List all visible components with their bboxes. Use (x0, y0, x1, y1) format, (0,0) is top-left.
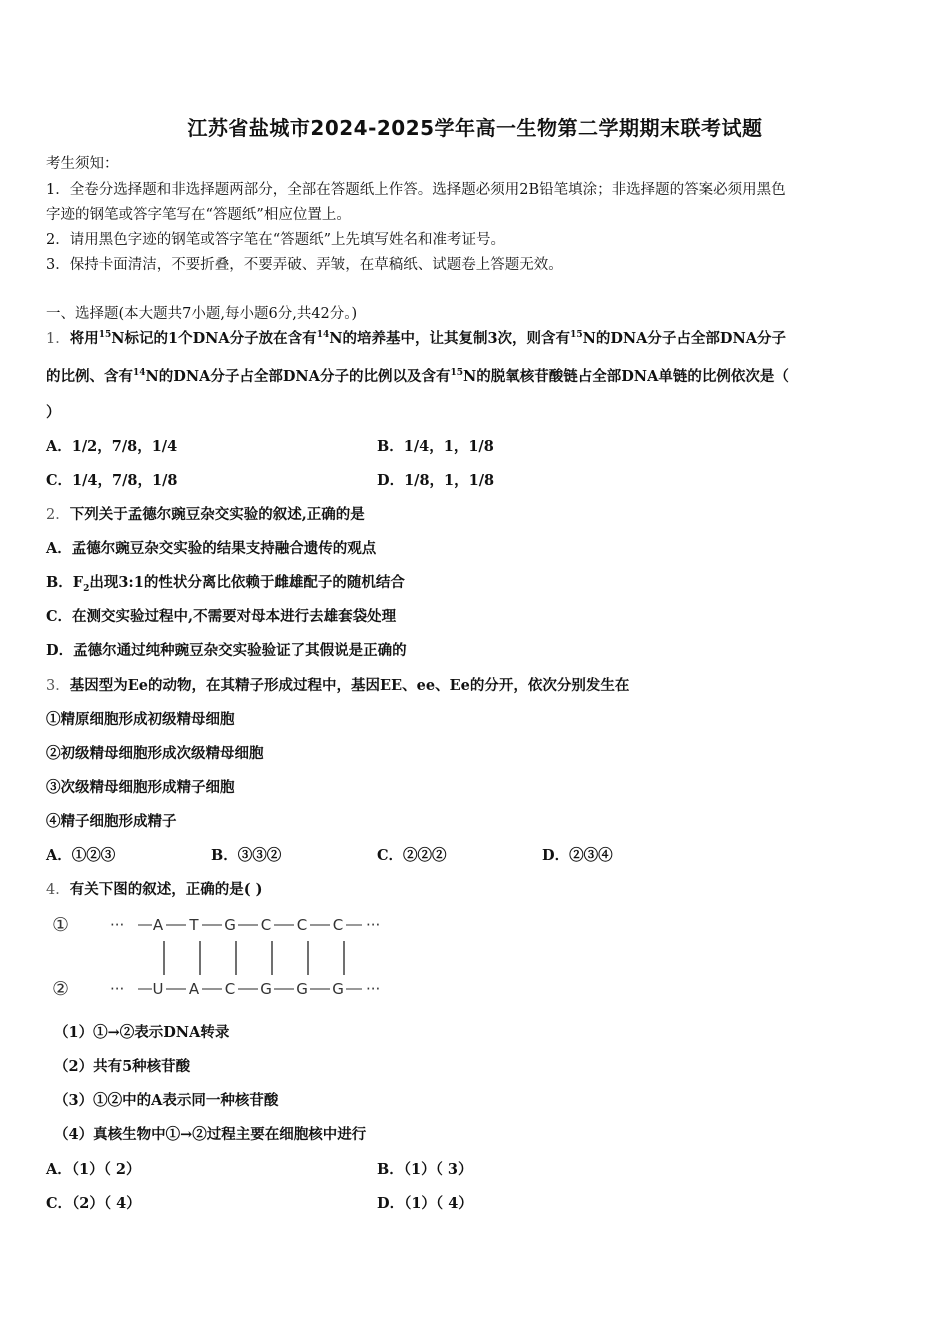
q3-option-b: B．③③② (211, 847, 282, 864)
strand-1-base: C (332, 916, 344, 934)
q4-statement-4: （4）真核生物中①→②过程主要在细胞核中进行 (54, 1126, 367, 1143)
strand-1-base: G (224, 916, 236, 934)
sup-15: 15 (570, 330, 583, 341)
strand-1-label: ① (52, 914, 70, 936)
q2-option-d: D．孟德尔通过纯种豌豆杂交实验验证了其假说是正确的 (46, 642, 407, 659)
q2-text: 下列关于孟德尔豌豆杂交实验的叙述,正确的是 (69, 506, 365, 523)
q1-text: N的DNA分子占全部DNA分子的比例以及含有 (145, 368, 451, 385)
sup-14: 14 (133, 368, 146, 379)
strand-1 (110, 916, 380, 934)
strand-2-base: U (152, 980, 164, 998)
q1-text: N标记的1个DNA分子放在含有 (111, 330, 317, 347)
q3-text: 基因型为Ee的动物，在其精子形成过程中，基因EE、ee、Ee的分开，依次分别发生在 (69, 677, 630, 694)
strand-2-base: G (332, 980, 344, 998)
page-title: 江苏省盐城市2024-2025学年高一生物第二学期期末联考试题 (187, 116, 763, 140)
notice-item-1-cont: 字迹的钢笔或答字笔写在“答题纸”相应位置上。 (46, 207, 351, 223)
q4-text: 有关下图的叙述，正确的是( ) (69, 881, 263, 898)
q1-line-3: ） (46, 404, 61, 421)
q2-option-b-text: B．F (46, 574, 84, 591)
q4-statement-3: （3）①②中的A表示同一种核苷酸 (54, 1092, 279, 1109)
sup-14: 14 (316, 330, 330, 341)
q4-option-a: A．（1）（ 2） (46, 1161, 141, 1178)
strand-1-base: C (260, 916, 272, 934)
q3-stem (46, 674, 629, 695)
sup-15: 15 (98, 330, 112, 341)
q4-option-c: C．（2）（ 4） (46, 1195, 141, 1212)
strand-1-dots-right: ··· (366, 916, 381, 934)
strand-2-base: C (224, 980, 236, 998)
q1-text: N的培养基中，让其复制3次，则含有 (329, 330, 571, 347)
q4-option-d: D．（1）（ 4） (377, 1195, 473, 1212)
notice-item-1: 1．全卷分选择题和非选择题两部分，全部在答题纸上作答。选择题必须用2B铅笔填涂；非选择题的答案必须用黑色 (46, 182, 786, 198)
q1-option-b: B．1/4，1，1/8 (377, 438, 494, 455)
q1-text: N的脱氧核苷酸链占全部DNA单链的比例依次是（ (462, 368, 789, 385)
q2-number: 2． (46, 507, 70, 523)
q4-statement-1: （1）①→②表示DNA转录 (54, 1024, 230, 1041)
q3-option-c: C．②②② (377, 847, 447, 864)
strand-2-dots-right: ··· (366, 980, 381, 998)
strand-1-base: A (152, 916, 164, 934)
q1-option-c: C．1/4，7/8，1/8 (46, 472, 178, 489)
q1-text: 将用 (69, 330, 99, 347)
sup-15: 15 (450, 368, 463, 379)
q1-number: 1． (46, 331, 70, 347)
q4-statement-2: （2）共有5种核苷酸 (54, 1058, 191, 1075)
strand-1-base: T (189, 916, 199, 934)
notice-item-3: 3．保持卡面清洁，不要折叠，不要弄破、弄皱，在草稿纸、试题卷上答题无效。 (46, 257, 563, 273)
q3-option-a: A．①②③ (46, 847, 116, 864)
base-pairing-figure (46, 905, 426, 1010)
q3-item-2: ②初级精母细胞形成次级精母细胞 (46, 745, 264, 762)
q1-line-1 (46, 327, 786, 348)
q4-stem (46, 878, 263, 899)
q1-option-d: D．1/8，1，1/8 (377, 472, 495, 489)
q1-option-a: A．1/2，7/8，1/4 (46, 438, 178, 455)
sub-2: 2 (83, 583, 90, 594)
section-heading: 一、选择题(本大题共7小题,每小题6分,共42分。) (46, 306, 358, 322)
q1-text: N的DNA分子占全部DNA分子 (582, 330, 787, 347)
strand-2-dots-left: ··· (110, 980, 125, 998)
q2-option-c: C．在测交实验过程中,不需要对母本进行去雄套袋处理 (46, 608, 397, 625)
strand-2-label: ② (52, 978, 70, 1000)
q1-text: 的比例、含有 (46, 368, 133, 385)
q3-item-4: ④精子细胞形成精子 (46, 813, 177, 830)
q4-option-b: B．（1）（ 3） (377, 1161, 473, 1178)
q2-option-a: A．孟德尔豌豆杂交实验的结果支持融合遗传的观点 (46, 540, 377, 557)
q2-option-b (46, 571, 405, 592)
strand-1-dots-left: ··· (110, 916, 125, 934)
q3-number: 3． (46, 678, 70, 694)
base-pair-bonds (164, 941, 344, 975)
strand-1-base: C (296, 916, 308, 934)
q2-option-b-text: 出现3:1的性状分离比依赖于雌雄配子的随机结合 (89, 574, 405, 591)
notice-heading: 考生须知： (46, 156, 119, 172)
q2-stem (46, 503, 365, 524)
q3-item-1: ①精原细胞形成初级精母细胞 (46, 711, 235, 728)
strand-2-base: A (188, 980, 200, 998)
q3-item-3: ③次级精母细胞形成精子细胞 (46, 779, 235, 796)
q4-number: 4． (46, 882, 70, 898)
q1-line-2 (46, 365, 789, 386)
notice-item-2: 2．请用黑色字迹的钢笔或答字笔在“答题纸”上先填写姓名和准考证号。 (46, 232, 506, 248)
strand-2-base: G (260, 980, 272, 998)
q3-option-d: D．②③④ (542, 847, 613, 864)
strand-2 (110, 980, 380, 998)
strand-2-base: G (296, 980, 308, 998)
